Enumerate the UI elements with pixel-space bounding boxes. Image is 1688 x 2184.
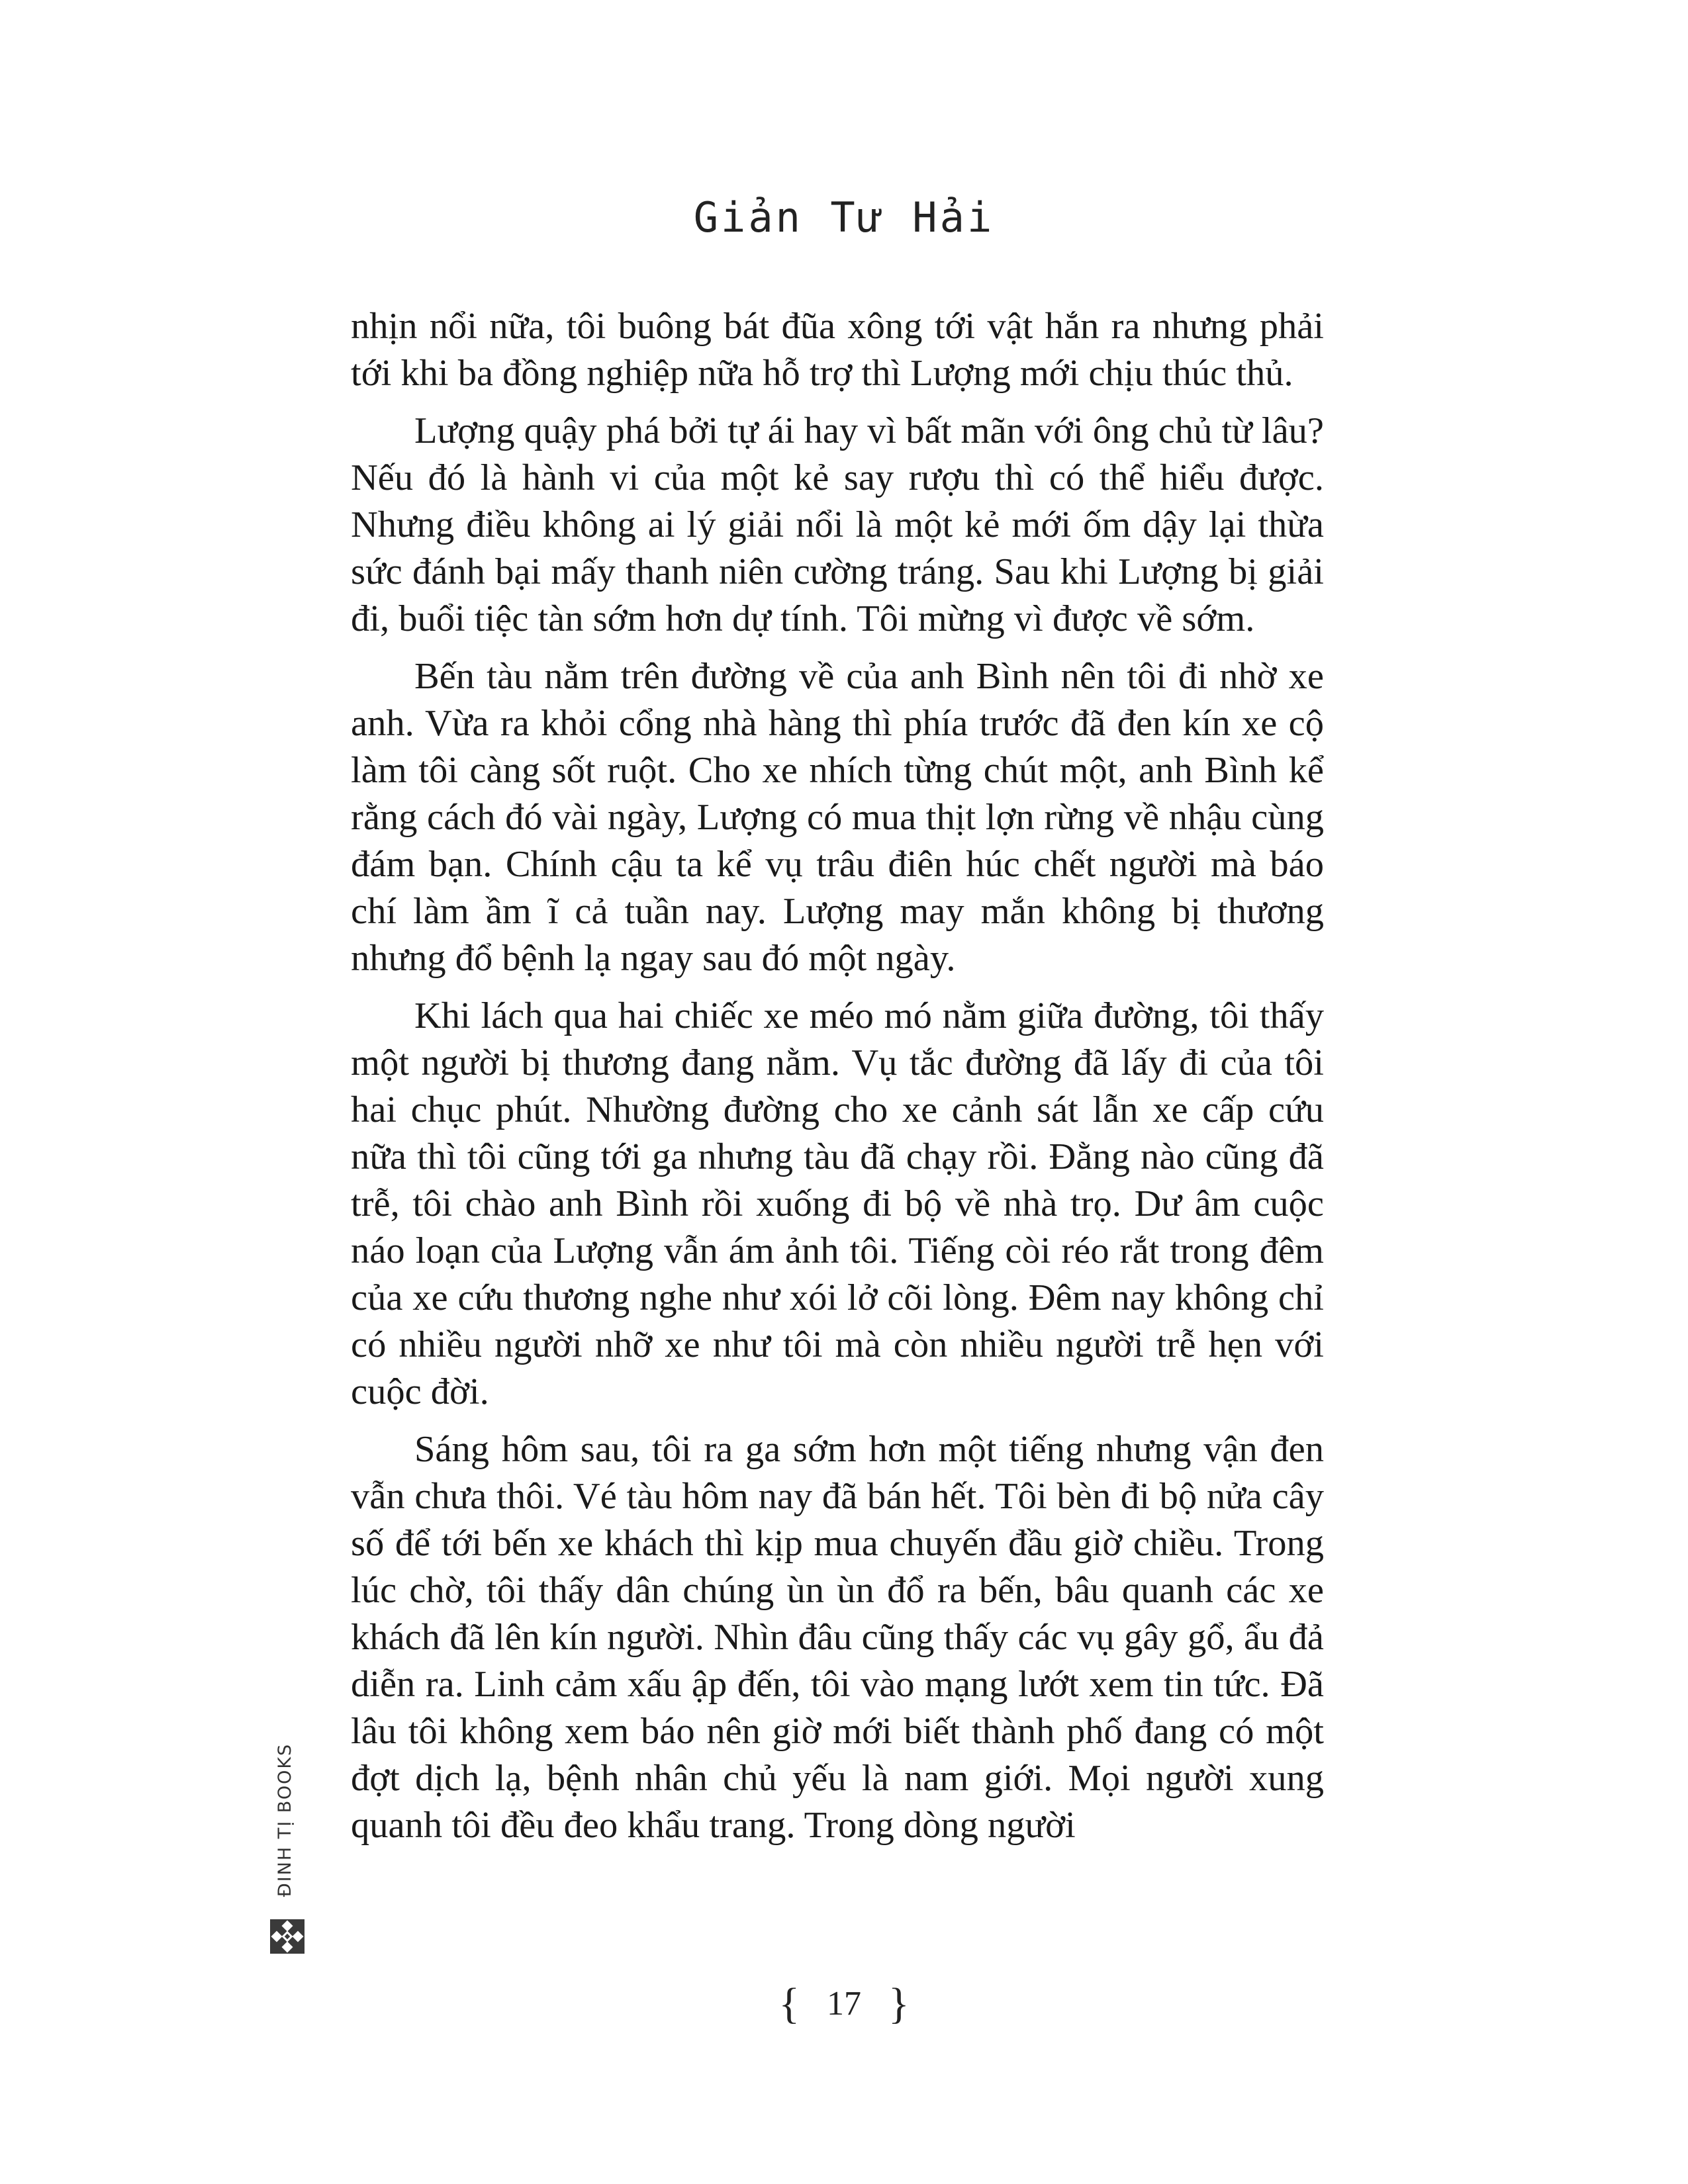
paragraph-4: Khi lách qua hai chiếc xe méo mó nằm giữa đường, tôi thấy một người bị thương đang nằm. Vụ tắc đường đã lấy đi của tôi hai chục phút. Nhường đường cho xe cảnh sát lẫn xe cấp cứu nữa thì tôi cũng tới ga nhưng tàu đã chạy rồi. Đằng nào cũng đã trễ, tôi chào anh Bình rồi xuống đi bộ về nhà trọ. Dư âm cuộc náo loạn của Lượng vẫn ám ảnh tôi. Tiếng còi réo rắt trong đêm của xe cứu thương nghe như xói lở cõi lòng. Đêm nay không chỉ có nhiều người nhỡ xe như tôi mà còn nhiều người trễ hẹn với cuộc đời. [351,995,1324,1412]
brace-close: } [888,1979,910,2028]
publisher-name: ĐINH TỊ BOOKS [275,1743,295,1897]
page-number [0,1979,1688,2029]
paragraph-1: nhịn nổi nữa, tôi buông bát đũa xông tới vật hắn ra nhưng phải tới khi ba đồng nghiệp nữa hỗ trợ thì Lượng mới chịu thúc thủ. [351,306,1324,394]
dinh-ti-logo-icon [270,1919,305,1954]
paragraph-2: Lượng quậy phá bởi tự ái hay vì bất mãn với ông chủ từ lâu? Nếu đó là hành vi của một kẻ say rượu thì có thể hiểu được. Nhưng điều không ai lý giải nổi là một kẻ mới ốm dậy lại thừa sức đánh bại mấy thanh niên cường tráng. Sau khi Lượng bị giải đi, buổi tiệc tàn sớm hơn dự tính. Tôi mừng vì được về sớm. [351,410,1324,639]
publisher-mark [265,1734,311,1959]
body-text [351,303,1324,1860]
paragraph-5: Sáng hôm sau, tôi ra ga sớm hơn một tiếng nhưng vận đen vẫn chưa thôi. Vé tàu hôm nay đã bán hết. Tôi bèn đi bộ nửa cây số để tới bến xe khách thì kịp mua chuyến đầu giờ chiều. Trong lúc chờ, tôi thấy dân chúng ùn ùn đổ ra bến, bâu quanh các xe khách đã lên kín người. Nhìn đâu cũng thấy các vụ gây gổ, ẩu đả diễn ra. Linh cảm xấu ập đến, tôi vào mạng lướt xem tin tức. Đã lâu tôi không xem báo nên giờ mới biết thành phố đang có một đợt dịch lạ, bệnh nhân chủ yếu là nam giới. Mọi người xung quanh tôi đều đeo khẩu trang. Trong dòng người [351,1429,1324,1846]
brace-open: { [778,1979,800,2028]
running-title: Giản Tư Hải [693,193,995,242]
page-number-value: 17 [827,1985,861,2023]
paragraph-3: Bến tàu nằm trên đường về của anh Bình nên tôi đi nhờ xe anh. Vừa ra khỏi cổng nhà hàng thì phía trước đã đen kín xe cộ làm tôi càng sốt ruột. Cho xe nhích từng chút một, anh Bình kể rằng cách đó vài ngày, Lượng có mua thịt lợn rừng về nhậu cùng đám bạn. Chính cậu ta kể vụ trâu điên húc chết người mà báo chí làm ầm ĩ cả tuần nay. Lượng may mắn không bị thương nhưng đổ bệnh lạ ngay sau đó một ngày. [351,656,1324,979]
